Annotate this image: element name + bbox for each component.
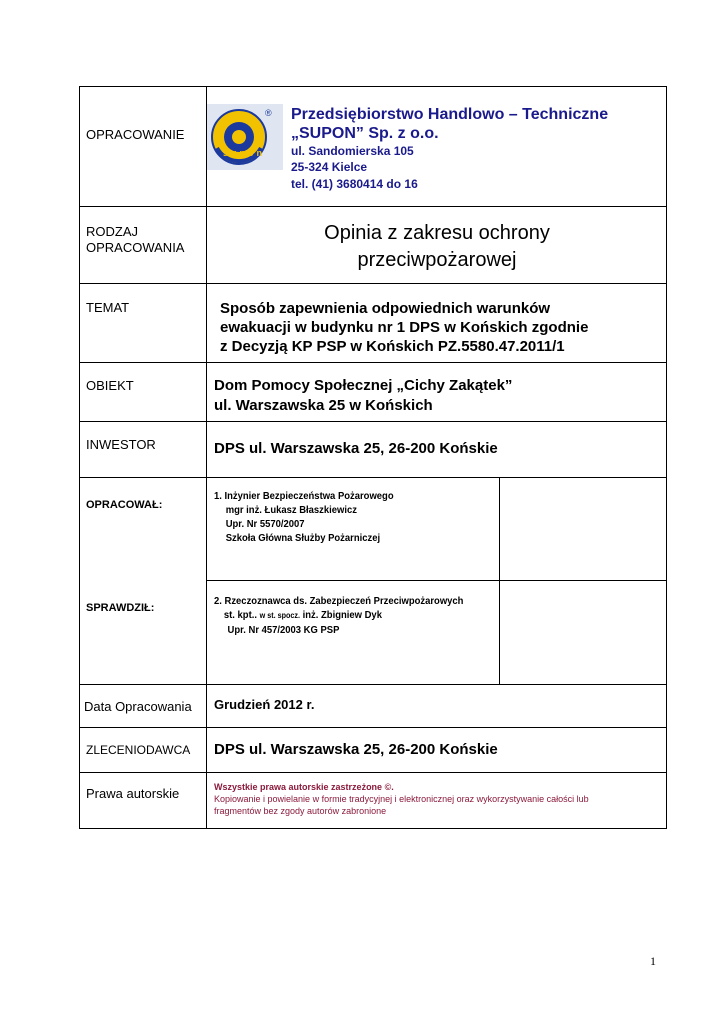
topic-line3: z Decyzją KP PSP w Końskich PZ.5580.47.2011/1 xyxy=(220,338,565,355)
copyright-line3: fragmentów bez zgody autorów zabronione xyxy=(214,806,387,816)
row-divider xyxy=(79,477,667,478)
label-inwestor: INWESTOR xyxy=(86,437,156,452)
author-line1: 1. Inżynier Bezpieczeństwa Pożarowego xyxy=(214,490,394,502)
label-prawa-autorskie: Prawa autorskie xyxy=(86,786,180,801)
copyright-line1: Wszystkie prawa autorskie zastrzeżone ©. xyxy=(214,782,394,792)
copyright-line2: Kopiowanie i powielanie w formie tradycyjnej i elektronicznej oraz wykorzystywanie całości lub xyxy=(214,794,589,804)
document-type-line1: Opinia z zakresu ochrony xyxy=(324,222,550,244)
reviewer-name: inż. Zbigniew Dyk xyxy=(302,609,382,621)
label-temat: TEMAT xyxy=(86,300,130,315)
topic-line2: ewakuacji w budynku nr 1 DPS w Końskich zgodnie xyxy=(220,319,589,336)
reviewer-retired: w st. spocz. xyxy=(259,611,301,620)
page-number: 1 xyxy=(650,954,656,968)
company-street: ul. Sandomierska 105 xyxy=(291,144,414,158)
company-name: Przedsiębiorstwo Handlowo – Techniczne xyxy=(291,106,609,123)
column-divider xyxy=(206,86,207,829)
object-line1: Dom Pomocy Społecznej „Cichy Zakątek” xyxy=(214,377,513,394)
label-opracowanie: OPRACOWANIE xyxy=(86,127,185,142)
row-divider xyxy=(79,283,667,284)
label-sprawdzil: SPRAWDZIŁ: xyxy=(86,602,155,614)
company-name-short: „SUPON” Sp. z o.o. xyxy=(291,125,439,142)
author-line3: Upr. Nr 5570/2007 xyxy=(225,518,305,530)
topic-line1: Sposób zapewnienia odpowiednich warunków xyxy=(220,300,551,317)
company-city: 25-324 Kielce xyxy=(291,160,368,174)
object-text xyxy=(214,376,512,416)
row-divider xyxy=(79,772,667,773)
row-divider xyxy=(79,684,667,685)
client-value: DPS ul. Warszawska 25, 26-200 Końskie xyxy=(214,741,498,758)
document-type-line2: przeciwpożarowej xyxy=(357,249,517,271)
copyright-block xyxy=(214,781,589,817)
author-line2: mgr inż. Łukasz Błaszkiewicz xyxy=(225,504,358,516)
reviewer-line3: Upr. Nr 457/2003 KG PSP xyxy=(227,624,340,636)
topic-text xyxy=(220,299,588,356)
investor-value: DPS ul. Warszawska 25, 26-200 Końskie xyxy=(214,440,498,457)
document-type-title xyxy=(207,220,667,274)
reviewer-line1: 2. Rzeczoznawca ds. Zabezpieczeń Przeciwpożarowych xyxy=(214,595,464,607)
row-divider xyxy=(79,727,667,728)
label-zleceniodawca: ZLECENIODAWCA xyxy=(86,743,191,757)
label-opracowal: OPRACOWAŁ: xyxy=(86,499,163,511)
row-divider xyxy=(79,362,667,363)
signature-divider xyxy=(206,580,667,581)
row-divider xyxy=(79,421,667,422)
label-rodzaj: RODZAJ xyxy=(86,224,138,239)
reviewer-block xyxy=(214,594,463,637)
logo-text: supon xyxy=(223,148,265,158)
reviewer-rank: st. kpt.. xyxy=(223,609,257,621)
company-logo xyxy=(207,104,283,170)
reviewer-line2 xyxy=(214,608,463,623)
object-line2: ul. Warszawska 25 w Końskich xyxy=(214,397,433,414)
author-line4: Szkoła Główna Służby Pożarniczej xyxy=(225,532,381,544)
label-opracowania: OPRACOWANIA xyxy=(86,240,185,255)
author-block xyxy=(214,489,394,545)
registered-mark: ® xyxy=(265,108,272,118)
document-table xyxy=(79,86,667,829)
company-phone: tel. (41) 3680414 do 16 xyxy=(291,177,418,191)
date-value: Grudzień 2012 r. xyxy=(214,697,315,712)
label-obiekt: OBIEKT xyxy=(86,378,134,393)
row-divider xyxy=(79,206,667,207)
label-data-opracowania: Data Opracowania xyxy=(84,699,192,714)
